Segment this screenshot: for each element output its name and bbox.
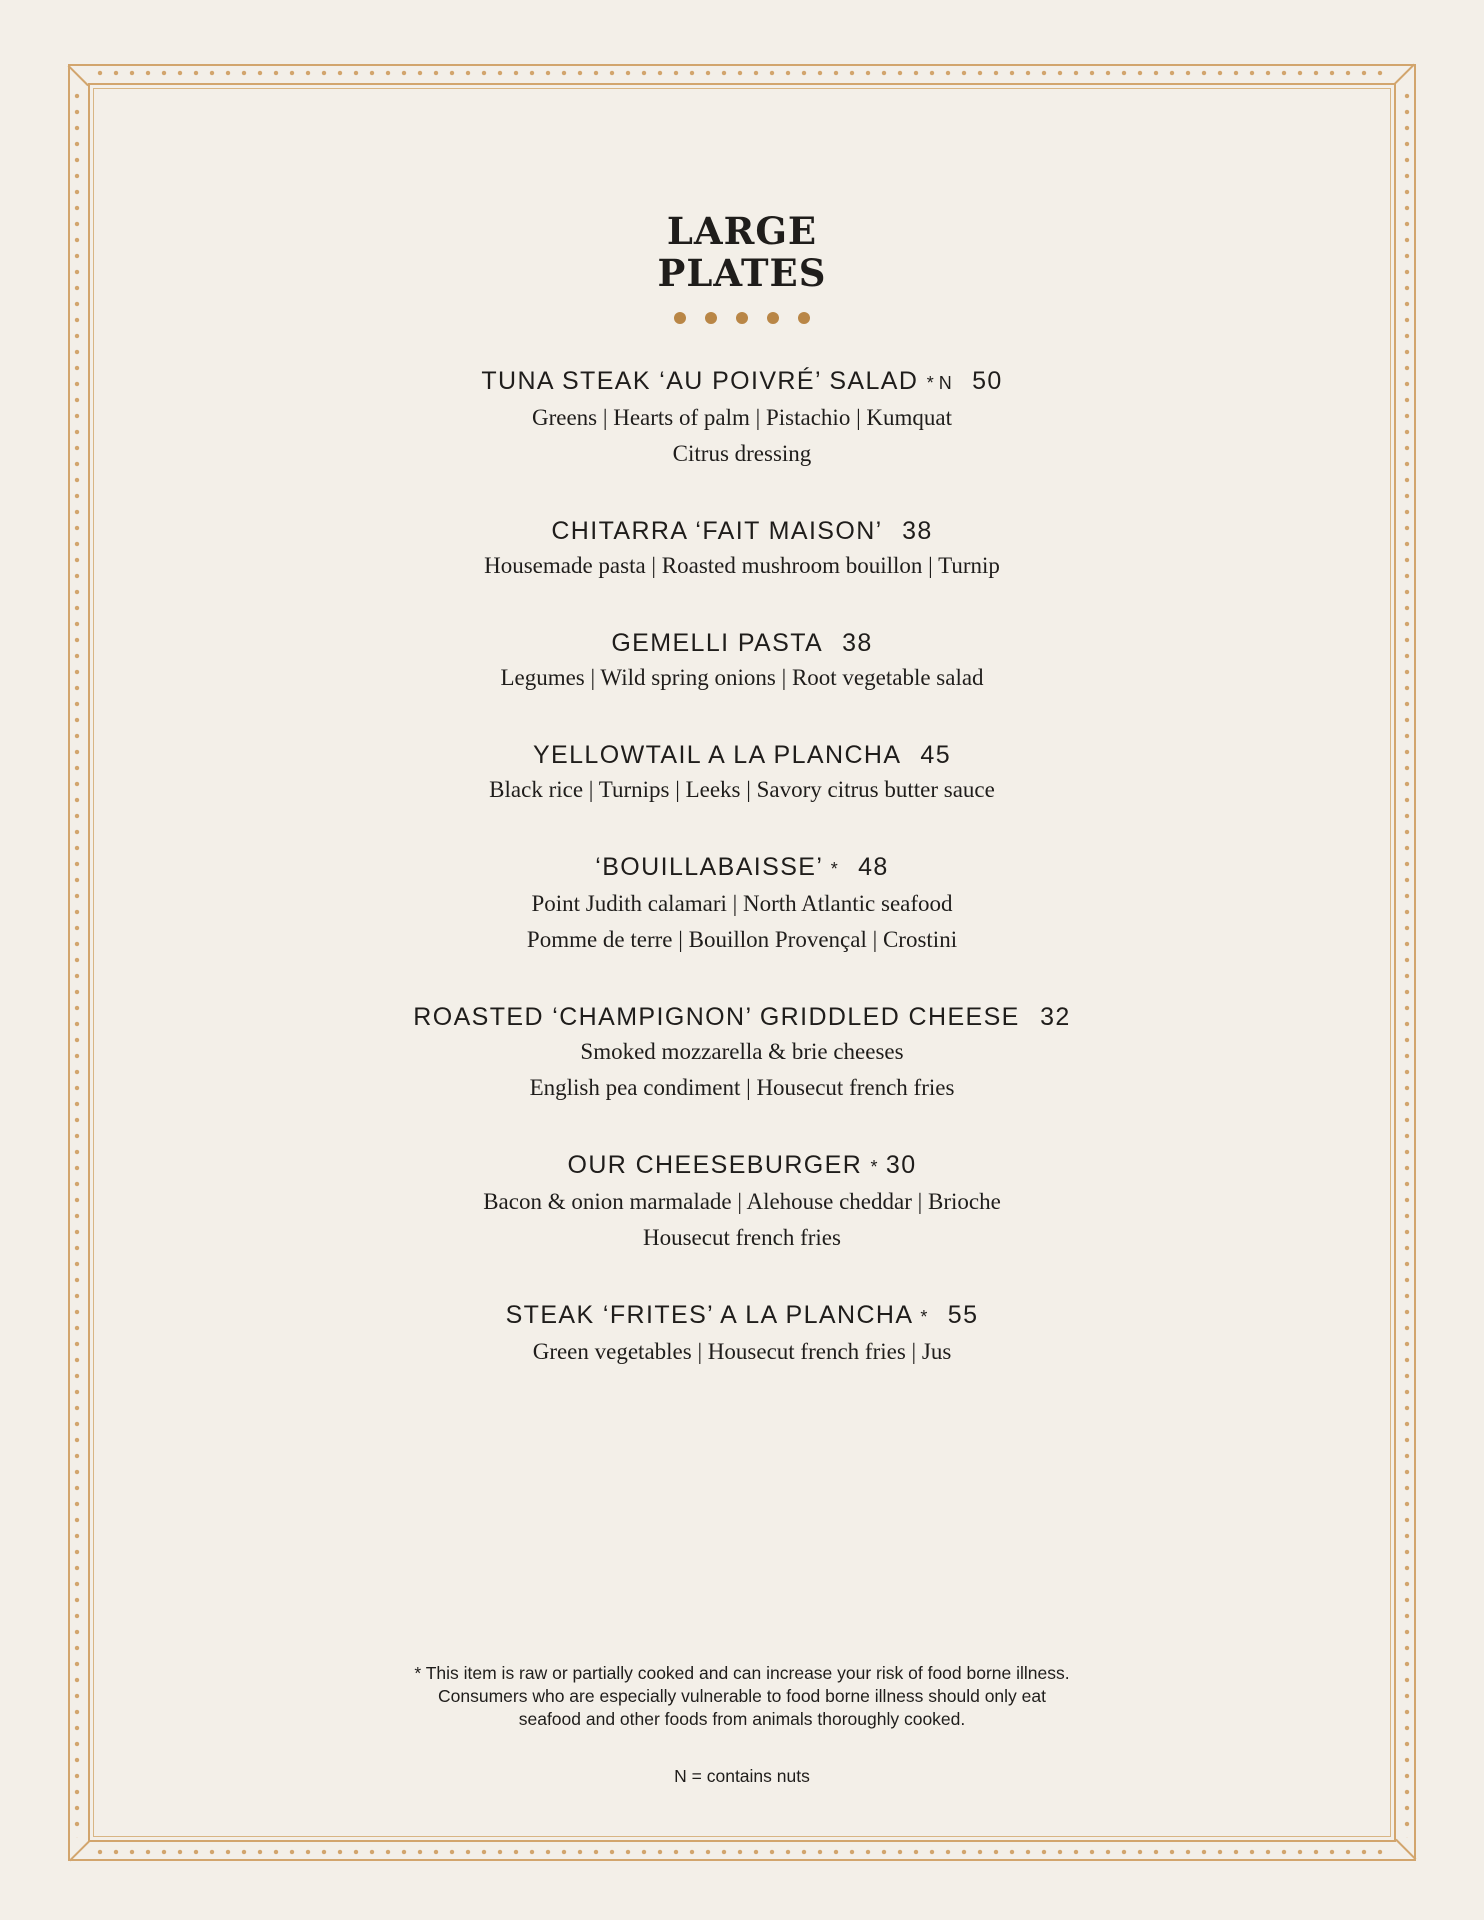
ornament-dot xyxy=(736,312,748,324)
item-description: Bacon & onion marmalade | Alehouse cheddar | Brioche xyxy=(483,1189,1001,1214)
item-marks: * xyxy=(920,1307,928,1327)
menu-item xyxy=(0,1000,1484,1106)
menu-content xyxy=(0,210,1484,1412)
item-name: TUNA STEAK ‘AU POIVRÉ’ SALAD xyxy=(481,367,919,395)
item-name: ‘BOUILLABAISSE’ xyxy=(595,853,823,881)
page-title xyxy=(0,210,1484,294)
notice-line: * This item is raw or partially cooked and can increase your risk of food borne illness. xyxy=(414,1663,1070,1683)
item-name: YELLOWTAIL A LA PLANCHA xyxy=(532,741,901,769)
ornament-dot xyxy=(767,312,779,324)
menu-item xyxy=(0,364,1484,472)
item-description: English pea condiment | Housecut french fries xyxy=(529,1075,955,1100)
item-price: 50 xyxy=(972,367,1003,395)
item-description: Housecut french fries xyxy=(643,1225,841,1250)
menu-items xyxy=(0,364,1484,1370)
item-price: 38 xyxy=(842,629,873,657)
ornament-dot xyxy=(798,312,810,324)
item-name: OUR CHEESEBURGER xyxy=(567,1151,863,1179)
item-heading xyxy=(0,626,1484,660)
item-description: Citrus dressing xyxy=(672,441,812,466)
item-description: Greens | Hearts of palm | Pistachio | Kumquat xyxy=(531,405,953,430)
item-heading xyxy=(0,1298,1484,1334)
menu-item xyxy=(0,1148,1484,1256)
raw-food-notice xyxy=(0,1662,1484,1731)
item-name: STEAK ‘FRITES’ A LA PLANCHA xyxy=(505,1301,913,1329)
item-price: 32 xyxy=(1040,1003,1071,1031)
item-price: 38 xyxy=(902,517,933,545)
item-description: Green vegetables | Housecut french fries | Jus xyxy=(532,1339,952,1364)
menu-item xyxy=(0,738,1484,808)
dot-ornament xyxy=(0,312,1484,324)
item-name: GEMELLI PASTA xyxy=(611,629,822,657)
item-heading xyxy=(0,850,1484,886)
item-price: 48 xyxy=(858,853,889,881)
item-description: Point Judith calamari | North Atlantic seafood xyxy=(531,891,953,916)
menu-item xyxy=(0,1298,1484,1370)
ornament-dot xyxy=(705,312,717,324)
item-heading xyxy=(0,364,1484,400)
bottom-dot-border xyxy=(92,1849,1392,1855)
menu-item xyxy=(0,514,1484,584)
item-description: Housemade pasta | Roasted mushroom bouillon | Turnip xyxy=(484,553,1000,578)
item-heading xyxy=(0,738,1484,772)
item-marks: * xyxy=(830,859,838,879)
item-price: 45 xyxy=(920,741,952,769)
item-marks: * N xyxy=(926,373,952,393)
title-line-1: LARGE xyxy=(666,209,818,253)
item-name: CHITARRA ‘FAIT MAISON’ xyxy=(551,517,882,545)
title-line-2: PLATES xyxy=(657,251,827,295)
menu-item xyxy=(0,626,1484,696)
item-description: Pomme de terre | Bouillon Provençal | Crostini xyxy=(526,927,958,952)
item-heading xyxy=(0,1148,1484,1184)
item-marks: * xyxy=(870,1157,878,1177)
item-price: 30 xyxy=(885,1151,917,1179)
item-heading xyxy=(0,514,1484,548)
item-heading xyxy=(0,1000,1484,1034)
top-dot-border xyxy=(92,70,1392,76)
nuts-legend: N = contains nuts xyxy=(674,1766,810,1786)
ornament-dot xyxy=(674,312,686,324)
notice-line: Consumers who are especially vulnerable to food borne illness should only eat xyxy=(438,1686,1046,1706)
item-description: Smoked mozzarella & brie cheeses xyxy=(580,1039,904,1064)
menu-item xyxy=(0,850,1484,958)
item-price: 55 xyxy=(947,1301,979,1329)
item-name: ROASTED ‘CHAMPIGNON’ GRIDDLED CHEESE xyxy=(413,1003,1020,1031)
item-description: Black rice | Turnips | Leeks | Savory citrus butter sauce xyxy=(489,777,995,802)
notice-line: seafood and other foods from animals thoroughly cooked. xyxy=(518,1709,966,1729)
item-description: Legumes | Wild spring onions | Root vegetable salad xyxy=(500,665,984,690)
